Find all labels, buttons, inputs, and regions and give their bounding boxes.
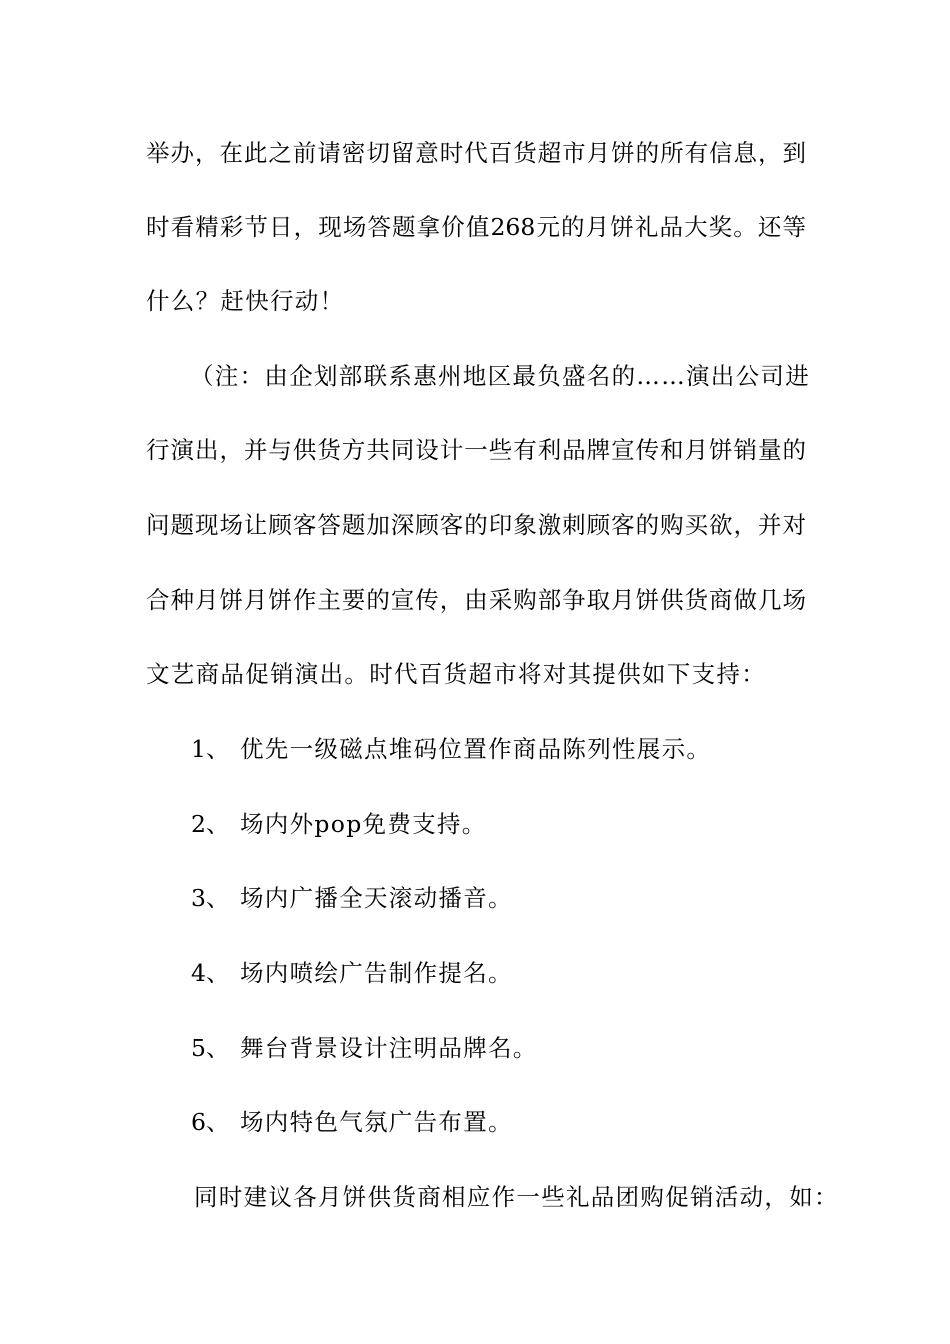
list-item-text: 优先一级磁点堆码位置作商品陈列性展示。 (240, 735, 712, 763)
paragraph-line: 同时建议各月饼供货商相应作一些礼品团购促销活动，如： (194, 1183, 839, 1211)
paragraph-line: 什么？赶快行动！ (146, 287, 345, 315)
paragraph-line: 合种月饼月饼作主要的宣传，由采购部争取月饼供货商做几场 (146, 586, 806, 614)
list-item-text: 场内外pop免费支持。 (240, 810, 487, 838)
list-item-number: 6、 (191, 1108, 230, 1136)
list-item-text: 场内广播全天滚动播音。 (240, 884, 513, 912)
paragraph-line: 文艺商品促销演出。时代百货超市将对其提供如下支持： (146, 660, 766, 688)
list-item-text: 场内喷绘广告制作提名。 (240, 959, 513, 987)
paragraph-line: 时看精彩节日，现场答题拿价值268元的月饼礼品大奖。还等 (146, 213, 806, 241)
paragraph-line: 问题现场让顾客答题加深顾客的印象激刺顾客的购买欲，并对 (146, 511, 806, 539)
list-item-number: 5、 (191, 1034, 230, 1062)
paragraph-line: 举办，在此之前请密切留意时代百货超市月饼的所有信息，到 (146, 139, 806, 167)
list-item-number: 3、 (191, 884, 230, 912)
list-item-text: 舞台背景设计注明品牌名。 (240, 1034, 538, 1062)
list-item-number: 4、 (191, 959, 230, 987)
paragraph-line: （注：由企划部联系惠州地区最负盛名的……演出公司进 (190, 362, 810, 390)
list-item-number: 1、 (191, 735, 230, 763)
list-item-number: 2、 (191, 810, 230, 838)
paragraph-line: 行演出，并与供货方共同设计一些有利品牌宣传和月饼销量的 (146, 436, 806, 464)
list-item-text: 场内特色气氛广告布置。 (240, 1108, 513, 1136)
